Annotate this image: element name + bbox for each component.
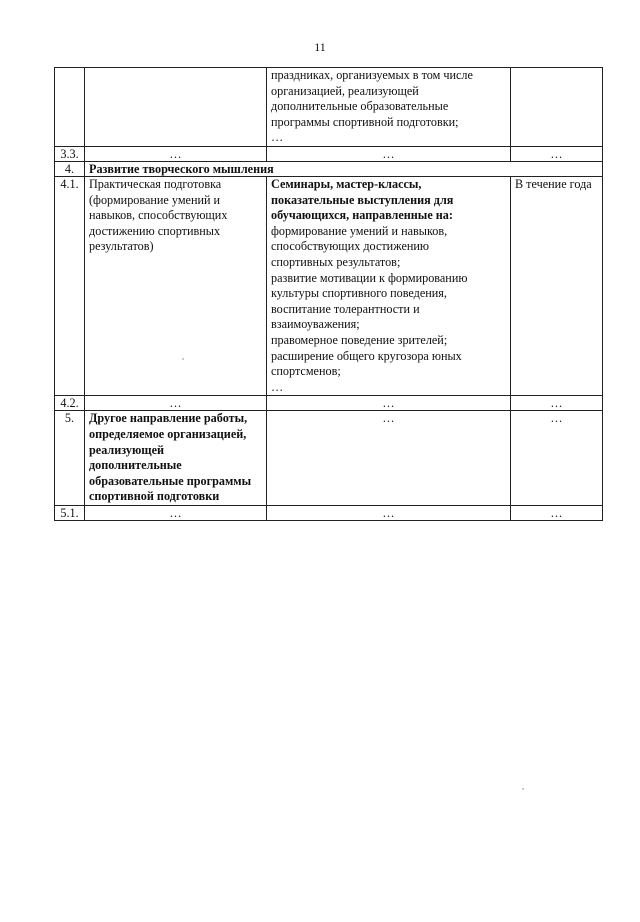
cell-deadline: … bbox=[511, 396, 603, 411]
table-row bbox=[55, 505, 603, 520]
cell-deadline: … bbox=[511, 505, 603, 520]
activity-heading-line: обучающихся, направленные на: bbox=[271, 208, 453, 223]
row-number: 3.3. bbox=[55, 147, 85, 162]
activity-line: развитие мотивации к формированию bbox=[271, 270, 468, 285]
direction-line: результатов) bbox=[89, 239, 154, 254]
direction-line: навыков, способствующих bbox=[89, 208, 228, 223]
row-number: 4.2. bbox=[55, 396, 85, 411]
direction-line: спортивной подготовки bbox=[89, 489, 220, 504]
row-number: 5. bbox=[55, 411, 85, 506]
direction-line: Другое направление работы, bbox=[89, 411, 248, 426]
direction-line: образовательные программы bbox=[89, 473, 252, 488]
activity-line: спортсменов; bbox=[271, 364, 341, 379]
direction-line: достижению спортивных bbox=[89, 223, 221, 238]
activity-line: расширение общего кругозора юных bbox=[271, 348, 462, 363]
row-number: 5.1. bbox=[55, 505, 85, 520]
section-title: Развитие творческого мышления bbox=[85, 162, 603, 177]
cell-deadline bbox=[511, 68, 603, 147]
row-number: 4. bbox=[55, 162, 85, 177]
direction-line: определяемое организацией, bbox=[89, 426, 247, 441]
activity-line: воспитание толерантности и bbox=[271, 301, 420, 316]
activity-line: способствующих достижению bbox=[271, 239, 430, 254]
activity-line: дополнительные образовательные bbox=[271, 99, 449, 114]
activity-heading-line: показательные выступления для bbox=[271, 192, 454, 207]
activity-line: взаимоуважения; bbox=[271, 317, 360, 332]
cell-activity bbox=[267, 177, 511, 396]
cell-deadline: … bbox=[511, 411, 603, 506]
page-number: 11 bbox=[314, 40, 326, 54]
scan-speck bbox=[182, 358, 184, 360]
table-row bbox=[55, 147, 603, 162]
activity-line: правомерное поведение зрителей; bbox=[271, 332, 448, 347]
cell-direction bbox=[85, 411, 267, 506]
table-row bbox=[55, 68, 603, 147]
section-row bbox=[55, 162, 603, 177]
activity-line: культуры спортивного поведения, bbox=[271, 286, 447, 301]
cell-deadline: … bbox=[511, 147, 603, 162]
cell-activity: … bbox=[267, 147, 511, 162]
table-row bbox=[55, 177, 603, 396]
activity-line: формирование умений и навыков, bbox=[271, 223, 448, 238]
direction-line: Практическая подготовка bbox=[89, 177, 222, 191]
activity-heading-line: Семинары, мастер-классы, bbox=[271, 177, 422, 191]
cell-direction: … bbox=[85, 147, 267, 162]
direction-line: реализующей bbox=[89, 442, 165, 457]
activity-line: праздниках, организуемых в том числе bbox=[271, 68, 473, 82]
cell-activity: … bbox=[267, 396, 511, 411]
activity-line: программы спортивной подготовки; bbox=[271, 114, 459, 129]
cell-deadline: В течение года bbox=[511, 177, 603, 396]
cell-activity: … bbox=[267, 411, 511, 506]
scan-speck bbox=[522, 788, 524, 790]
section-row bbox=[55, 411, 603, 506]
activity-line: организацией, реализующей bbox=[271, 83, 419, 98]
table-row bbox=[55, 396, 603, 411]
cell-direction: … bbox=[85, 505, 267, 520]
cell-activity bbox=[267, 68, 511, 147]
cell-direction: … bbox=[85, 396, 267, 411]
cell-activity: … bbox=[267, 505, 511, 520]
cell-direction bbox=[85, 68, 267, 147]
plan-table bbox=[54, 67, 603, 521]
direction-line: (формирование умений и bbox=[89, 192, 221, 207]
cell-num bbox=[55, 68, 85, 147]
cell-direction bbox=[85, 177, 267, 396]
activity-line: … bbox=[271, 379, 284, 394]
activity-line: спортивных результатов; bbox=[271, 254, 401, 269]
row-number: 4.1. bbox=[55, 177, 85, 396]
activity-line: … bbox=[271, 130, 284, 145]
direction-line: дополнительные bbox=[89, 458, 182, 473]
